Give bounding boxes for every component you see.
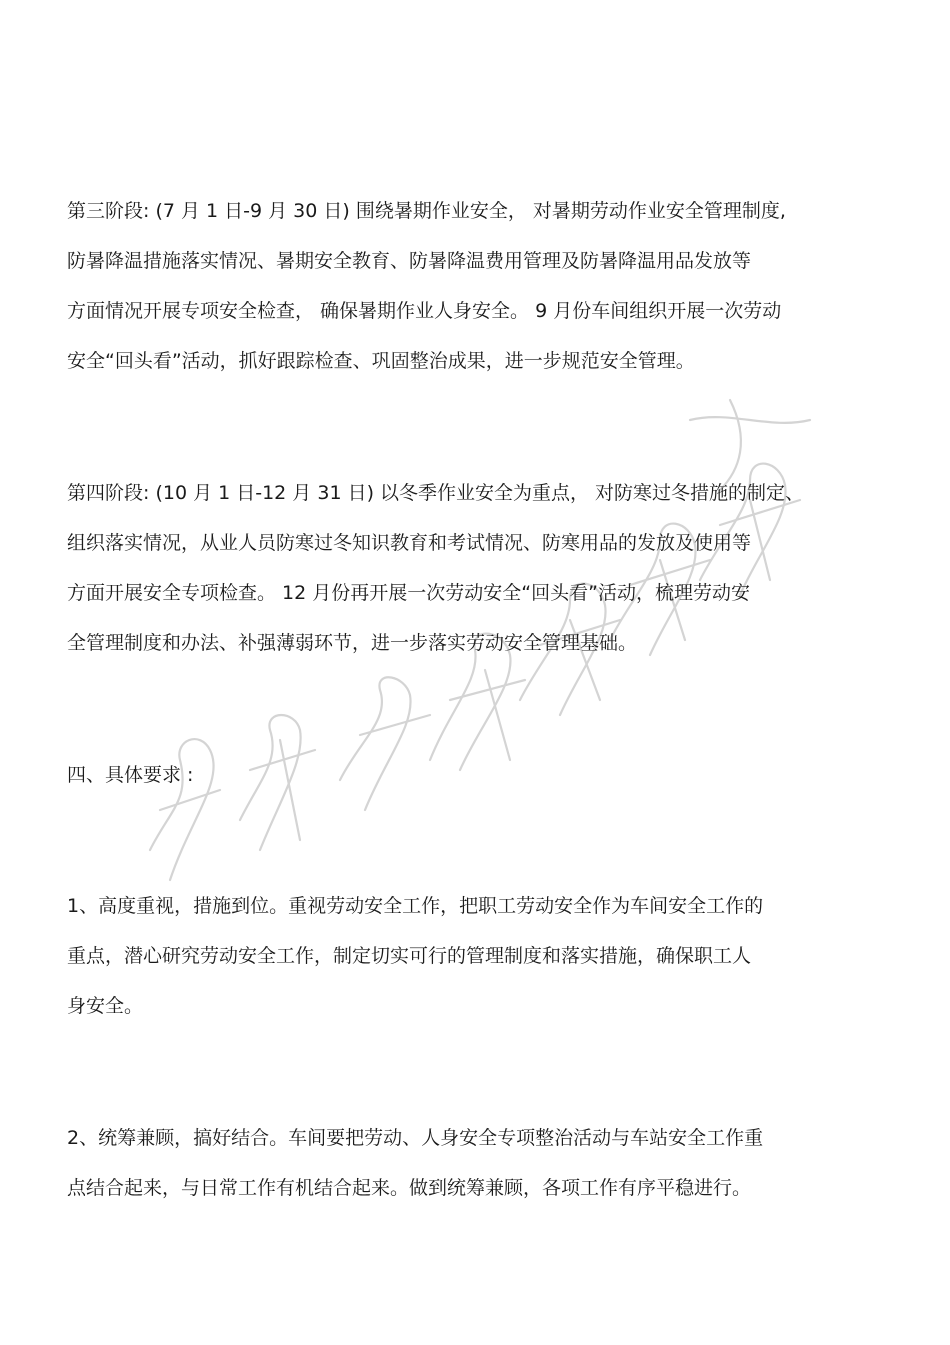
paragraph-stage3-line-3: 方面情况开展专项安全检查， 确保暑期作业人身安全。 9 月份车间组织开展一次劳动 [67, 300, 782, 322]
requirement-2-line-1: 2、统筹兼顾，搞好结合。车间要把劳动、人身安全专项整治活动与车站安全工作重 [67, 1127, 764, 1149]
requirement-1-line-2: 重点，潜心研究劳动安全工作，制定切实可行的管理制度和落实措施，确保职工人 [67, 945, 752, 967]
requirement-1-line-3: 身安全。 [67, 995, 144, 1017]
paragraph-stage3-line-2: 防暑降温措施落实情况、暑期安全教育、防暑降温费用管理及防暑降温用品发放等 [67, 250, 752, 272]
requirement-1-line-1: 1、高度重视，措施到位。重视劳动安全工作，把职工劳动安全作为车间安全工作的 [67, 895, 764, 917]
paragraph-stage3-line-1: 第三阶段: (7 月 1 日-9 月 30 日) 围绕暑期作业安全， 对暑期劳动作业安全管理制度, [67, 200, 786, 222]
paragraph-stage4-line-3: 方面开展安全专项检查。 12 月份再开展一次劳动安全“回头看”活动，梳理劳动安 [67, 582, 750, 604]
paragraph-stage4-line-1: 第四阶段: (10 月 1 日-12 月 31 日) 以冬季作业安全为重点， 对防寒过冬措施的制定、 [67, 482, 805, 504]
section-heading-requirements: 四、具体要求 : [67, 764, 194, 786]
paragraph-stage3-line-4: 安全“回头看”活动，抓好跟踪检查、巩固整治成果，进一步规范安全管理。 [67, 350, 695, 372]
paragraph-stage4-line-4: 全管理制度和办法、补强薄弱环节，进一步落实劳动安全管理基础。 [67, 632, 638, 654]
paragraph-stage4-line-2: 组织落实情况，从业人员防寒过冬知识教育和考试情况、防寒用品的发放及使用等 [67, 532, 752, 554]
requirement-2-line-2: 点结合起来，与日常工作有机结合起来。做到统筹兼顾，各项工作有序平稳进行。 [67, 1177, 752, 1199]
